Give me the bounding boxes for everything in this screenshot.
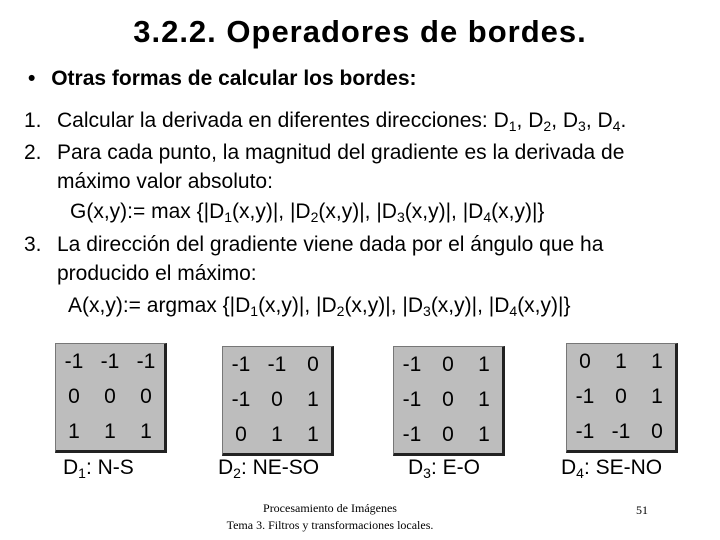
bullet-line bbox=[28, 66, 417, 92]
kernel-cell: 0 bbox=[615, 384, 627, 408]
formula-text: (x,y)|} bbox=[517, 294, 571, 317]
page-number: 51 bbox=[636, 503, 648, 517]
item-1-text: Calcular la derivada en diferentes direcciones: D bbox=[57, 109, 509, 132]
subscript: 1 bbox=[508, 118, 517, 134]
kernel-cell: 1 bbox=[651, 384, 663, 408]
kernel-cell: 0 bbox=[104, 384, 116, 408]
kernel-cell: 1 bbox=[615, 349, 627, 373]
kernel-cell: 1 bbox=[140, 420, 152, 444]
subscript: 4 bbox=[483, 209, 492, 225]
kernel-cell: 1 bbox=[478, 352, 490, 376]
gradient-magnitude-formula bbox=[70, 199, 544, 225]
formula-text: (x,y)|, |D bbox=[258, 294, 337, 317]
item-3-line-2: producido el máximo: bbox=[57, 262, 257, 285]
subscript: 3 bbox=[578, 118, 586, 134]
kernel-cell: 0 bbox=[271, 387, 283, 411]
item-2-line-1: Para cada punto, la magnitud del gradiente es la derivada de bbox=[57, 141, 625, 164]
gradient-direction-formula bbox=[68, 293, 570, 319]
caption-label: : E-O bbox=[430, 456, 480, 479]
kernel-cell: -1 bbox=[64, 349, 84, 373]
item-1-text: . bbox=[620, 109, 627, 132]
kernel-cell: 0 bbox=[442, 387, 454, 411]
caption-letter: D bbox=[561, 456, 577, 479]
formula-text: G(x,y):= max {|D bbox=[70, 200, 225, 223]
kernel-caption-d3 bbox=[408, 456, 480, 480]
subscript: 4 bbox=[509, 303, 518, 319]
kernel-cell: 0 bbox=[307, 352, 319, 376]
kernel-cell: 1 bbox=[104, 420, 116, 444]
kernel-cell: 1 bbox=[271, 423, 283, 447]
kernel-cell: -1 bbox=[575, 384, 595, 408]
subscript: 1 bbox=[224, 209, 233, 225]
kernel-cell: 0 bbox=[651, 420, 663, 444]
caption-letter: D bbox=[218, 456, 234, 479]
kernel-cell: 0 bbox=[442, 352, 454, 376]
kernel-cell: 1 bbox=[307, 387, 319, 411]
caption-label: : NE-SO bbox=[240, 456, 320, 479]
formula-text: (x,y)|, |D bbox=[344, 294, 424, 317]
item-1-text: , D bbox=[516, 109, 544, 132]
subscript: 1 bbox=[250, 303, 259, 319]
kernel-grid-d4 bbox=[566, 343, 678, 453]
kernel-cell: 0 bbox=[140, 384, 152, 408]
subscript: 2 bbox=[233, 465, 241, 481]
item-1 bbox=[24, 108, 626, 134]
caption-letter: D bbox=[63, 456, 79, 479]
item-2-line-2: máximo valor absoluto: bbox=[57, 170, 273, 193]
bullet-text: Otras formas de calcular los bordes: bbox=[51, 67, 417, 90]
subscript: 2 bbox=[543, 118, 552, 134]
formula-text: (x,y)|, |D bbox=[318, 200, 397, 223]
slide-title: 3.2.2. Operadores de bordes. bbox=[133, 14, 587, 49]
item-1-text: , D bbox=[585, 109, 613, 132]
kernel-grid-d1 bbox=[55, 343, 167, 453]
formula-text: A(x,y):= argmax {|D bbox=[68, 294, 251, 317]
formula-text: (x,y)|, |D bbox=[232, 200, 311, 223]
kernel-cell: -1 bbox=[402, 423, 422, 447]
formula-text: (x,y)|, |D bbox=[430, 294, 510, 317]
kernel-caption-d2 bbox=[218, 456, 319, 480]
formula-text: (x,y)|} bbox=[491, 200, 545, 223]
item-3-number: 3. bbox=[24, 233, 42, 256]
subscript: 4 bbox=[576, 465, 584, 481]
slide-footer bbox=[190, 500, 470, 534]
subscript: 2 bbox=[310, 209, 319, 225]
item-1-number: 1. bbox=[24, 109, 42, 132]
kernel-cell: 1 bbox=[651, 349, 663, 373]
kernel-cell: -1 bbox=[231, 387, 251, 411]
subscript: 1 bbox=[78, 465, 86, 481]
item-1-text: , D bbox=[551, 109, 579, 132]
subscript: 3 bbox=[423, 465, 431, 481]
item-2-number: 2. bbox=[24, 141, 42, 164]
kernel-cell: -1 bbox=[402, 352, 422, 376]
footer-course: Procesamiento de Imágenes bbox=[263, 501, 397, 515]
kernel-grid-d3 bbox=[393, 346, 505, 456]
bullet-marker: • bbox=[28, 67, 36, 90]
kernel-cell: -1 bbox=[136, 349, 156, 373]
caption-label: : N-S bbox=[85, 456, 134, 479]
kernel-grid-d2 bbox=[222, 346, 334, 456]
item-2 bbox=[24, 140, 624, 166]
kernel-cell: -1 bbox=[575, 420, 595, 444]
kernel-cell: 1 bbox=[478, 387, 490, 411]
kernel-cell: -1 bbox=[100, 349, 120, 373]
kernel-cell: 0 bbox=[235, 423, 247, 447]
item-3 bbox=[24, 232, 603, 258]
item-3-line-1: La dirección del gradiente viene dada por el ángulo que ha bbox=[57, 233, 604, 256]
footer-topic: Tema 3. Filtros y transformaciones locales. bbox=[226, 518, 434, 532]
subscript: 4 bbox=[612, 118, 621, 134]
caption-label: : SE-NO bbox=[583, 456, 663, 479]
kernel-cell: 1 bbox=[478, 423, 490, 447]
caption-letter: D bbox=[408, 456, 424, 479]
subscript: 3 bbox=[423, 303, 431, 319]
kernel-cell: -1 bbox=[611, 420, 631, 444]
kernel-caption-d1 bbox=[63, 456, 134, 480]
kernel-cell: 0 bbox=[68, 384, 80, 408]
kernel-cell: 1 bbox=[68, 420, 80, 444]
kernel-cell: -1 bbox=[402, 387, 422, 411]
kernel-caption-d4 bbox=[561, 456, 662, 480]
kernel-cell: -1 bbox=[231, 352, 251, 376]
kernel-cell: 1 bbox=[307, 423, 319, 447]
formula-text: (x,y)|, |D bbox=[404, 200, 484, 223]
subscript: 2 bbox=[336, 303, 345, 319]
kernel-cell: -1 bbox=[267, 352, 287, 376]
subscript: 3 bbox=[396, 209, 405, 225]
kernel-cell: 0 bbox=[579, 349, 591, 373]
kernel-cell: 0 bbox=[442, 423, 454, 447]
